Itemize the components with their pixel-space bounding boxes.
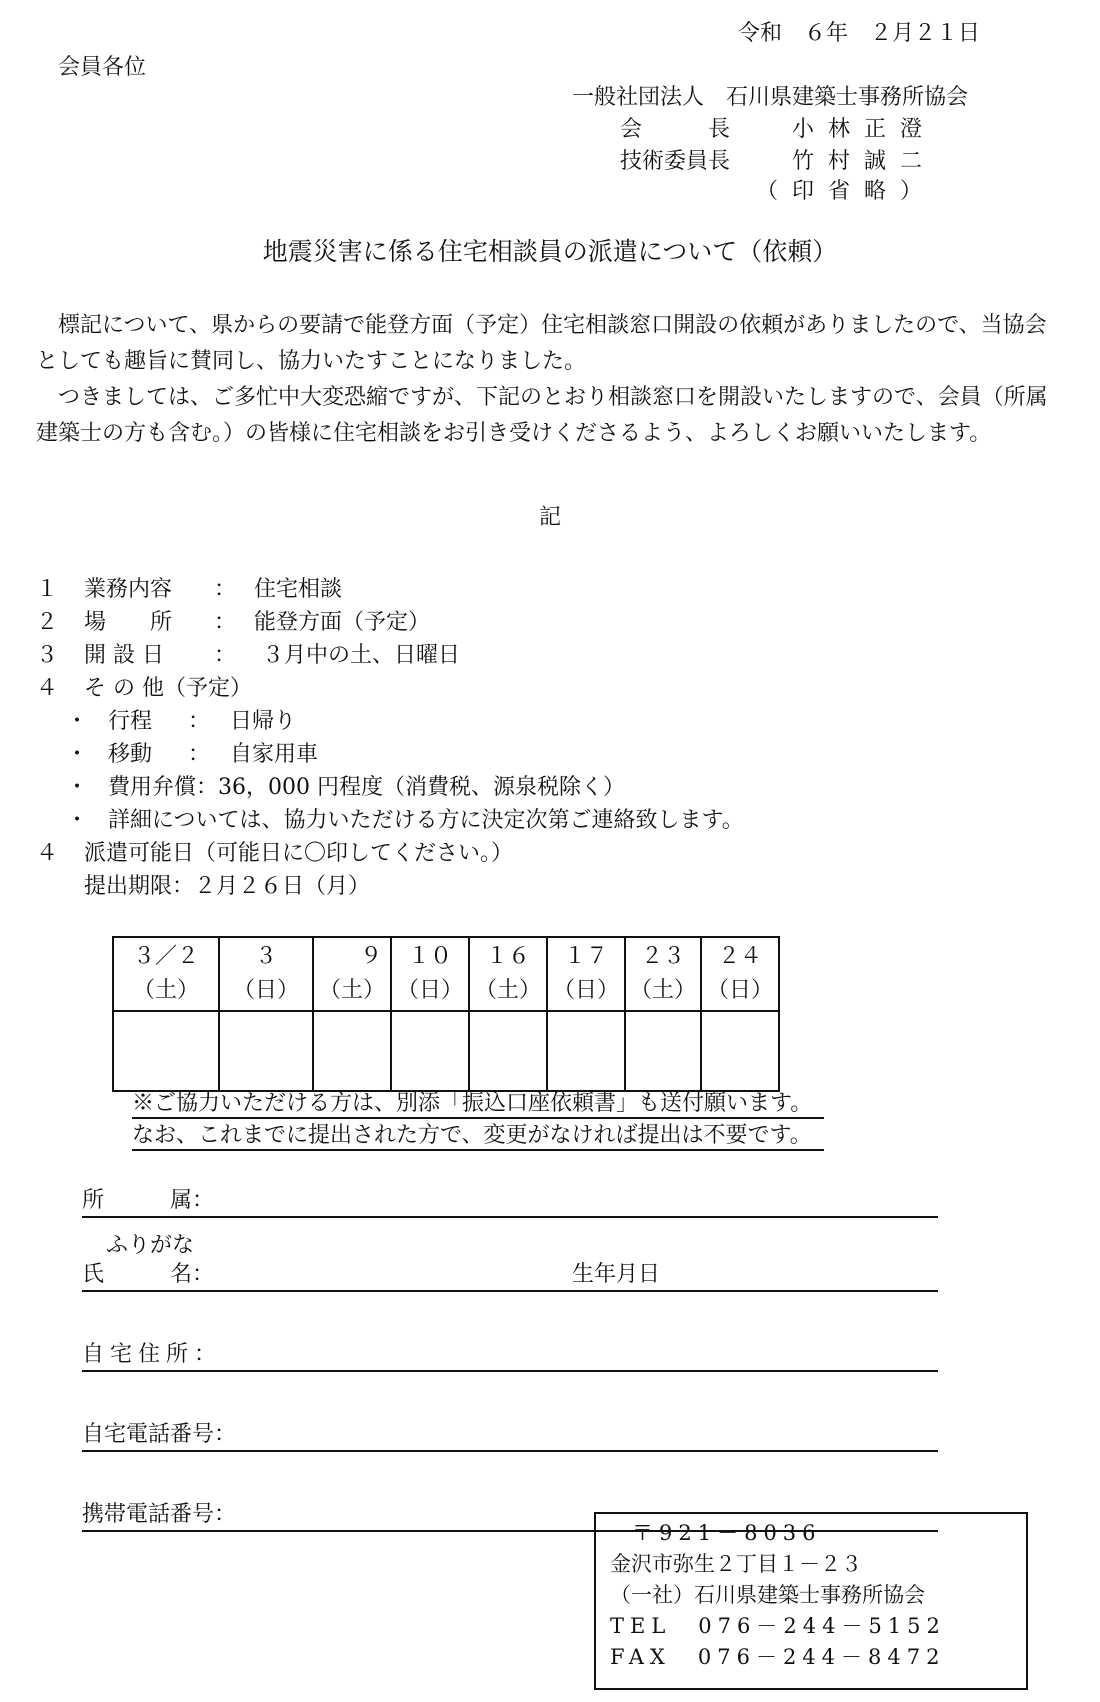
item-label: 派遣可能日（可能日に〇印してください。）	[84, 841, 514, 866]
postal-code: 〒921－8036	[632, 1521, 822, 1545]
contact-address-box	[594, 1512, 1028, 1690]
home-phone-field[interactable]	[82, 1418, 938, 1452]
date-weekday: （日）	[552, 978, 619, 1003]
bullet-colon: ：	[188, 742, 211, 767]
date-weekday: （日）	[232, 978, 299, 1003]
date-cell	[113, 937, 219, 1011]
date-day: ３	[254, 944, 277, 969]
bullet-label: 行程	[108, 709, 153, 734]
furigana-label: ふりがな	[106, 1233, 195, 1258]
item-value: 住宅相談	[254, 577, 343, 602]
date-cell	[469, 937, 547, 1011]
item-label: 開 設 日	[84, 643, 164, 668]
mark-cell[interactable]	[391, 1011, 469, 1091]
home-address-field[interactable]	[82, 1338, 938, 1372]
mark-cell[interactable]	[219, 1011, 313, 1091]
item-colon: ：	[214, 610, 237, 635]
affiliation-field[interactable]	[82, 1184, 938, 1218]
mobile-phone-label: 携帯電話番号：	[82, 1502, 237, 1527]
date-cell	[391, 937, 469, 1011]
item-colon: ：	[214, 643, 237, 668]
document-date: 令和 ６年 ２月２１日	[737, 21, 980, 46]
item-label: 業務内容	[84, 577, 173, 602]
date-weekday: （日）	[706, 978, 773, 1003]
date-day: ２３	[640, 944, 685, 969]
contact-org: （一社）石川県建築士事務所協会	[610, 1583, 925, 1607]
item-number: ４	[36, 841, 59, 866]
mark-cell[interactable]	[701, 1011, 779, 1091]
body-paragraph-1: 標記について、県からの要請で能登方面（予定）住宅相談窓口開設の依頼がありましたので、当協会としても趣旨に賛同し、協力いたすことになりました。	[36, 313, 1047, 374]
date-day: １６	[485, 944, 530, 969]
home-address-label: 自宅住所：	[82, 1342, 223, 1367]
item-value: ３月中の土、日曜日	[262, 643, 461, 668]
date-weekday: （土）	[132, 978, 199, 1003]
note-bank-form: ※ご協力いただける方は、別添「振込口座依頼書」も送付願います。	[132, 1086, 824, 1119]
note-no-resubmit: なお、これまでに提出された方で、変更がなければ提出は不要です。	[132, 1118, 824, 1151]
bullet-text: 詳細については、協力いただける方に決定次第ご連絡致します。	[108, 808, 744, 833]
home-phone-label: 自宅電話番号：	[82, 1422, 237, 1447]
ki-heading: 記	[538, 505, 561, 530]
mark-cell[interactable]	[469, 1011, 547, 1091]
date-cell	[219, 937, 313, 1011]
bullet-mark: ・	[66, 808, 89, 833]
bullet-value: 自家用車	[230, 742, 319, 767]
date-cell	[547, 937, 625, 1011]
date-cell	[625, 937, 701, 1011]
contact-tel: TEL 076－244－5152	[610, 1614, 946, 1638]
tech-committee-title: 技術委員長	[620, 149, 731, 174]
bullet-mark: ・	[66, 709, 89, 734]
date-weekday: （土）	[474, 978, 541, 1003]
item-number: ４	[36, 676, 59, 701]
item-number: １	[36, 577, 59, 602]
bullet-label: 移動	[108, 742, 153, 767]
date-weekday: （日）	[396, 978, 463, 1003]
availability-mark-row	[113, 1011, 779, 1091]
bullet-text: 費用弁償：36，000 円程度（消費税、源泉税除く）	[108, 775, 625, 800]
item-value: 能登方面（予定）	[254, 610, 431, 635]
item-label: そ の 他（予定）	[84, 676, 252, 701]
contact-address: 金沢市弥生２丁目１－２３	[610, 1552, 862, 1576]
date-day: １０	[407, 944, 452, 969]
body-paragraph-2: つきましては、ご多忙中大変恐縮ですが、下記のとおり相談窓口を開設いたしますので、会員（所属建築士の方も含む。）の皆様に住宅相談をお引き受けくださるよう、よろしくお願いいたします。	[36, 385, 1048, 446]
date-day: ９	[359, 944, 382, 969]
president-name: 小林正澄	[792, 117, 937, 142]
mark-cell[interactable]	[547, 1011, 625, 1091]
item-colon: ：	[214, 577, 237, 602]
birthdate-label: 生年月日	[572, 1262, 661, 1287]
seal-omitted-note: （印省略）	[756, 179, 937, 204]
name-label: 氏 名：	[82, 1262, 215, 1287]
name-field[interactable]	[82, 1258, 938, 1292]
contact-fax: FAX 076－244－8472	[610, 1645, 946, 1669]
date-day: ２４	[717, 944, 762, 969]
bullet-mark: ・	[66, 742, 89, 767]
sender-organization: 一般社団法人 石川県建築士事務所協会	[572, 85, 969, 110]
tech-committee-name: 竹村誠二	[792, 149, 937, 174]
addressee: 会員各位	[58, 55, 147, 80]
affiliation-label: 所 属：	[82, 1188, 215, 1213]
date-day: １７	[563, 944, 608, 969]
bullet-mark: ・	[66, 775, 89, 800]
mark-cell[interactable]	[113, 1011, 219, 1091]
president-title: 会 長	[620, 117, 731, 142]
item-number: ２	[36, 610, 59, 635]
mark-cell[interactable]	[625, 1011, 701, 1091]
deadline-text: 提出期限：２月２６日（月）	[84, 874, 371, 899]
date-weekday: （土）	[629, 978, 696, 1003]
availability-table	[112, 936, 780, 1092]
availability-header-row	[113, 937, 779, 1011]
date-weekday: （土）	[318, 978, 385, 1003]
item-number: ３	[36, 643, 59, 668]
item-label: 場 所	[84, 610, 173, 635]
mark-cell[interactable]	[313, 1011, 391, 1091]
date-cell	[701, 937, 779, 1011]
body-text	[36, 308, 1056, 452]
bullet-value: 日帰り	[230, 709, 297, 734]
date-cell	[313, 937, 391, 1011]
document-title: 地震災害に係る住宅相談員の派遣について（依頼）	[262, 237, 838, 266]
bullet-colon: ：	[188, 709, 211, 734]
date-day: ３／２	[132, 944, 199, 969]
